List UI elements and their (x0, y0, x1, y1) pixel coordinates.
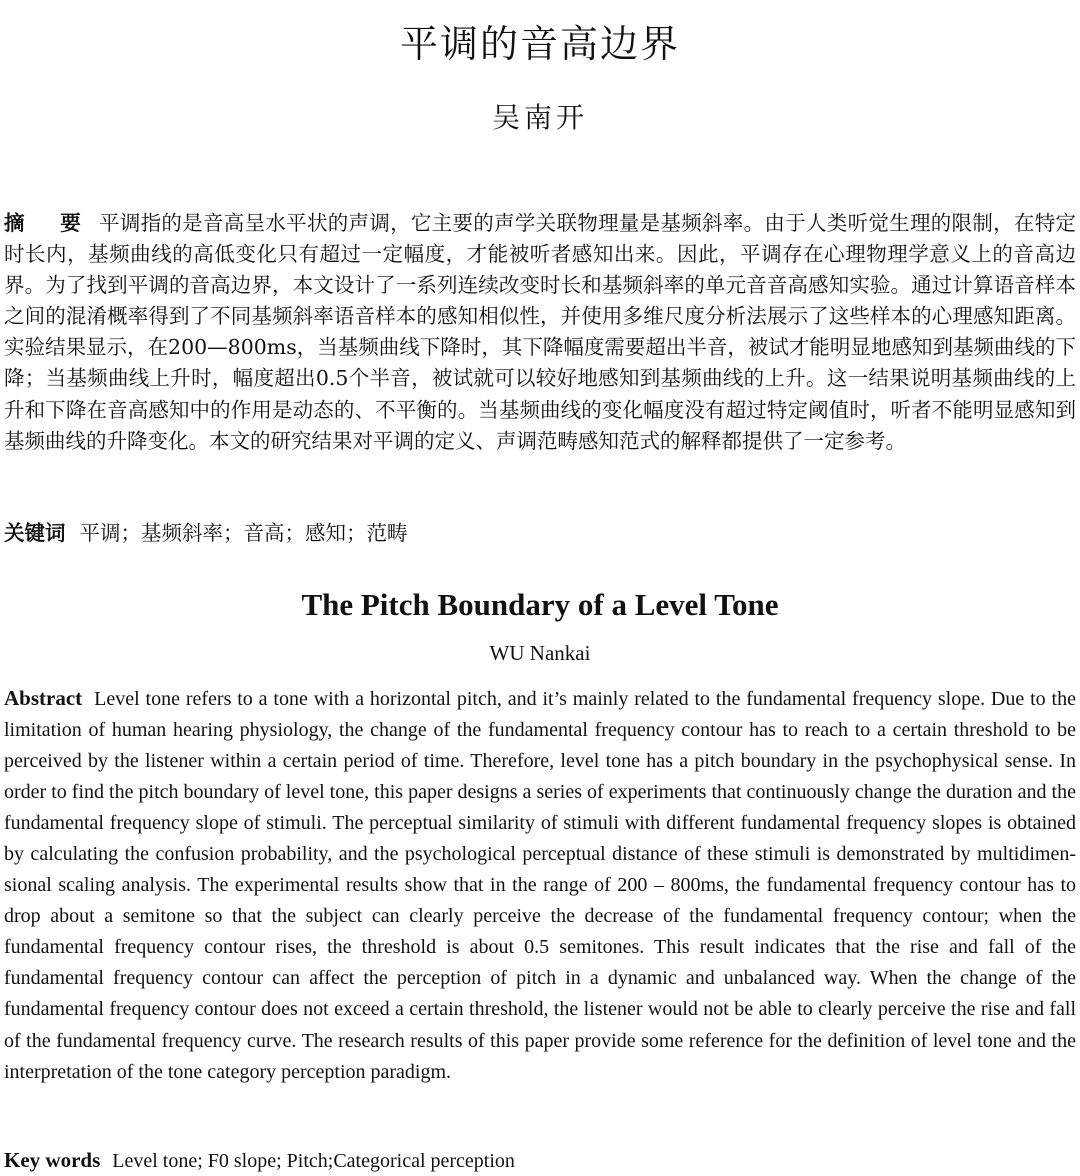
english-author: WU Nankai (489, 641, 591, 665)
english-abstract-text: Level tone refers to a tone with a horizontal pitch, and it’s mainly related to the fundamental frequency slope. Due to the limitation of human hearing physiology, the change of the fundamental frequency contour has to reach to a certain threshold to be perceived by the listener within a certain period of time. Therefore, level tone has a pitch boundary in the psychophysical sense. In order to find the pitch boundary of level tone, this paper designs a series of experiments that continuously change the duration and the fundamental frequency slope of stimuli. The perceptual similarity of stimuli with different fundamental frequency slopes is obtained by calculating the confusion probability, and the psychological perceptual distance of these stimuli is demonstrated by multidimensional scaling analysis. The experimental results show that in the range of 200 – 800ms, the fundamental frequency contour has to drop about a semitone so that the subject can clearly perceive the decrease of the fundamental frequency contour; when the fundamental frequency contour rises, the threshold is about 0.5 semitones. This result indicates that the rise and fall of the fundamental frequency contour can affect the perception of pitch in a dynamic and unbalanced way. When the change of the fundamental frequency contour does not exceed a certain threshold, the listener would not be able to clearly perceive the rise and fall of the fundamental frequency curve. The research results of this paper provide some reference for the definition of level tone and the interpretation of the tone category perception paradigm. (4, 688, 1076, 1083)
english-keywords-text: Level tone; F0 slope; Pitch;Categorical perception (112, 1150, 515, 1172)
english-title: The Pitch Boundary of a Level Tone (301, 587, 779, 622)
chinese-keywords (4, 518, 1076, 549)
english-keywords (4, 1145, 1076, 1176)
chinese-author: 吴南开 (491, 101, 588, 134)
english-abstract (4, 683, 1076, 1088)
chinese-abstract (4, 208, 1076, 457)
chinese-abstract-text: 平调指的是音高呈水平状的声调，它主要的声学关联物理量是基频斜率。由于人类听觉生理的限制，在特定时长内，基频曲线的高低变化只有超过一定幅度，才能被听者感知出来。因此，平调存在心理物理学意义上的音高边界。为了找到平调的音高边界，本文设计了一系列连续改变时长和基频斜率的单元音音高感知实验。通过计算语音样本之间的混淆概率得到了不同基频斜率语音样本的感知相似性，并使用多维尺度分析法展示了这些样本的心理感知距离。实验结果显示，在200—800ms，当基频曲线下降时，其下降幅度需要超出半音，被试才能明显地感知到基频曲线的下降；当基频曲线上升时，幅度超出0.5个半音，被试就可以较好地感知到基频曲线的上升。这一结果说明基频曲线的上升和下降在音高感知中的作用是动态的、不平衡的。当基频曲线的变化幅度没有超过特定阈值时，听者不能明显感知到基频曲线的升降变化。本文的研究结果对平调的定义、声调范畴感知范式的解释都提供了一定参考。 (4, 211, 1077, 453)
chinese-keywords-label: 关键词 (4, 521, 66, 545)
chinese-abstract-label: 摘 要 (4, 211, 96, 235)
chinese-title: 平调的音高边界 (399, 22, 680, 66)
chinese-keywords-text: 平调；基频斜率；音高；感知；范畴 (79, 521, 408, 545)
english-keywords-label: Key words (4, 1148, 101, 1172)
english-abstract-label: Abstract (4, 686, 83, 710)
